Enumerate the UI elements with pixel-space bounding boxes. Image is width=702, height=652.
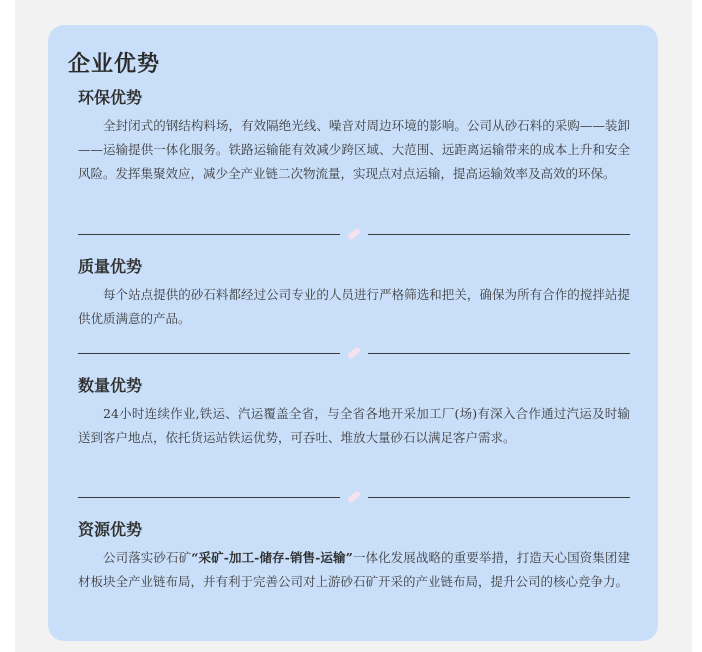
section-body [78,546,630,594]
divider-line-right [368,353,630,354]
section-body: 每个站点提供的砂石料都经过公司专业的人员进行严格筛选和把关，确保为所有合作的搅拌站提供优质满意的产品。 [78,287,630,326]
divider-line-right [368,497,630,498]
section-quantity [78,375,630,450]
divider-accent [347,227,362,241]
section-quality [78,256,630,331]
section-divider [78,227,630,241]
body-text-end: 一体化发展战略的重要举措，打造天心国资集团建材板块全产业链布局，并有利于完善公司对上游砂石矿开采的产业链布局，提升公司的核心竞争力。 [78,550,630,589]
divider-line-left [78,234,340,235]
section-heading: 数量优势 [78,376,143,395]
divider-accent [347,490,362,504]
divider-line-left [78,497,340,498]
body-text-emphasis: “采矿-加工-储存-销售-运输” [191,550,353,565]
advantages-card [48,25,658,641]
section-divider [78,490,630,504]
section-heading: 质量优势 [78,257,143,276]
section-body: 24小时连续作业,铁运、汽运覆盖全省，与全省各地开采加工厂(场)有深入合作通过汽运及时输送到客户地点，依托货运站铁运优势，可吞吐、堆放大量砂石以满足客户需求。 [78,406,630,445]
body-text-start: 公司落实砂石矿 [103,550,192,565]
page-title: 企业优势 [68,52,161,77]
section-heading: 资源优势 [78,520,143,539]
section-environmental [78,87,630,186]
section-resources [78,519,630,594]
section-heading: 环保优势 [78,88,143,107]
divider-line-left [78,353,340,354]
section-divider [78,346,630,360]
section-body: 全封闭式的钢结构料场，有效隔绝光线、噪音对周边环境的影响。公司从砂石料的采购——装卸——运输提供一体化服务。铁路运输能有效减少跨区域、大范围、远距离运输带来的成本上升和安全风险。发挥集聚效应，减少全产业链二次物流量，实现点对点运输，提高运输效率及高效的环保。 [78,118,630,181]
divider-line-right [368,234,630,235]
divider-accent [347,346,362,360]
